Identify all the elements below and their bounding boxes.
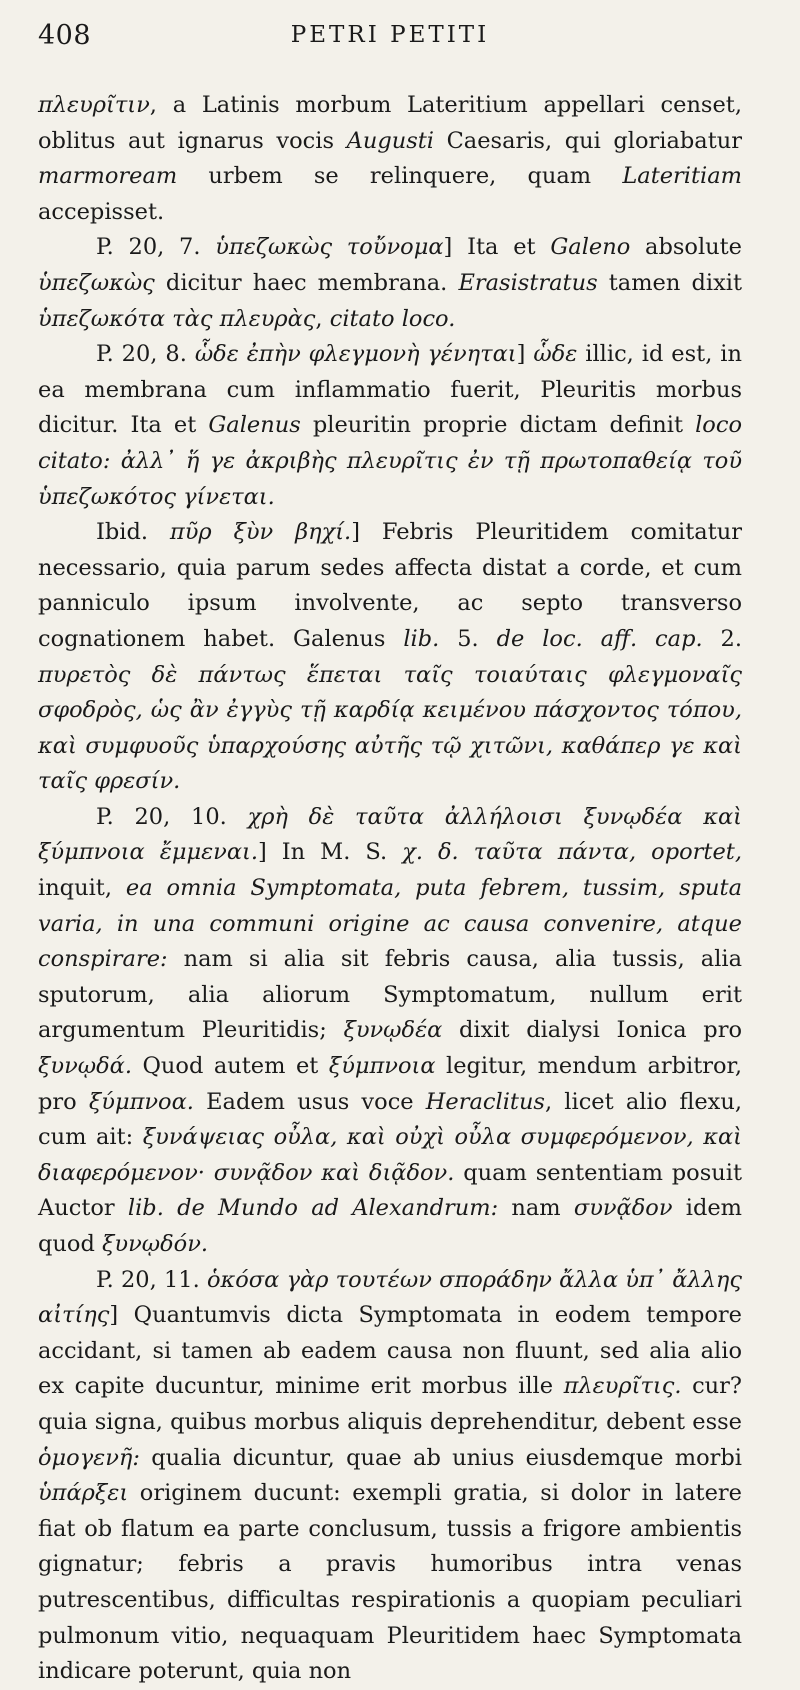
page-header <box>38 14 742 54</box>
italic-text: ξυνῳδόν. <box>102 1231 209 1257</box>
text-run: pleuritin proprie dictam definit <box>300 412 696 439</box>
paragraph <box>38 1263 742 1690</box>
italic-text: Heraclitus <box>425 1088 545 1115</box>
paragraph <box>38 230 742 337</box>
text-run: P. 20, 10. <box>96 803 248 830</box>
text-run: ] Febris Pleuritidem comitatur necessario, quia parum sedes affecta distat a corde, et cum panniculo ipsum involvente, ac septo transverso cognationem habet. Galenus <box>38 519 742 652</box>
italic-text: Lateritiam <box>622 163 742 190</box>
italic-text: συνᾷδον <box>573 1195 673 1222</box>
italic-text: ὁκόσα γὰρ τουτέων σποράδην ἄλλα ὑπ᾽ ἄλλης αἰτίης <box>38 1266 742 1329</box>
italic-text: ξυνάψειας οὖλα, καὶ οὐχὶ οὖλα συμφερόμενον, καὶ διαφερόμενον· συνᾷδον καὶ διᾷδον. <box>38 1124 743 1186</box>
italic-text: πλευρῖτις. <box>563 1373 682 1400</box>
text-run: inquit, <box>38 875 126 902</box>
text-run: nam <box>498 1195 574 1222</box>
italic-text: de loc. aff. cap. <box>496 625 703 652</box>
text-body <box>38 88 742 1690</box>
italic-text: ξυνῳδέα <box>343 1017 443 1044</box>
paragraph <box>38 515 742 800</box>
text-run: ] <box>516 341 534 368</box>
text-run: qualia dicuntur, quae ab unius eiusdemque morbi <box>139 1444 742 1471</box>
text-run: , <box>315 305 330 332</box>
paragraph <box>38 88 742 230</box>
text-run: 2. <box>702 625 742 652</box>
text-run: ] Ita et <box>443 234 551 261</box>
text-run: 5. <box>439 625 497 652</box>
text-run: accepisset. <box>38 198 165 225</box>
italic-text: ὑπάρξει <box>38 1480 129 1507</box>
italic-text: citato loco. <box>329 305 456 332</box>
text-run: absolute <box>630 234 742 261</box>
italic-text: ξύμπνοια <box>328 1053 436 1080</box>
italic-text: ὑπεζωκότα τὰς πλευρὰς <box>38 305 316 332</box>
text-run: nam si alia sit febris causa, alia tussis, alia sputorum, alia aliorum Symptomatum, nullum erit argumentum Pleuritidis; <box>38 946 742 1044</box>
running-head: PETRI PETITI <box>290 22 490 48</box>
text-run: quam sententiam posuit Auctor <box>38 1159 743 1222</box>
text-run: P. 20, 11. <box>96 1266 207 1293</box>
italic-text: marmoream <box>38 163 178 190</box>
italic-text: πλευρῖτιν <box>38 92 150 118</box>
text-run: idem quod <box>38 1195 742 1257</box>
text-run: Caesaris, qui gloriabatur <box>434 127 742 154</box>
text-run: dixit dialysi Ionica pro <box>442 1017 742 1044</box>
text-run: P. 20, 7. <box>96 234 216 261</box>
paragraph <box>38 337 742 515</box>
italic-text: ξυνῳδά. <box>38 1053 132 1080</box>
italic-text: loco citato: ἀλλ᾽ ἥ γε ἀκριβὴς πλευρῖτις ἐν τῇ πρωτοπαθείᾳ τοῦ ὑπεζωκότος γίνεται. <box>38 412 742 510</box>
italic-text: Galenus <box>208 412 301 439</box>
text-run: Quod autem et <box>132 1053 329 1080</box>
text-run: ] Quantumvis dicta Symptomata in eodem tempore accidant, si tamen ab eadem causa non fluunt, sed alia alio ex capite ducuntur, minime erit morbus ille <box>38 1302 742 1400</box>
text-run: legitur, mendum arbitror, pro <box>38 1053 742 1115</box>
page-number: 408 <box>38 20 92 51</box>
italic-text: ξύμπνοα. <box>88 1088 194 1115</box>
italic-text: lib. de Mundo ad Alexandrum: <box>127 1195 499 1222</box>
italic-text: πυρετὸς δὲ πάντως ἕπεται ταῖς τοιαύταις φλεγμοναῖς σφοδρὸς, ὡς ἂν ἐγγὺς τῇ καρδίᾳ κειμένου πάσχοντος τόπου, καὶ συμφυοῦς ὑπαρχούσης αὐτῆς τῷ χιτῶνι, καθάπερ γε καὶ ταῖς φρεσίν. <box>38 661 742 795</box>
italic-text: ea omnia Symptomata, puta febrem, tussim, sputa varia, in una communi origine ac causa convenire, atque conspirare: <box>38 875 742 973</box>
italic-text: χ. δ. ταῦτα πάντα, oportet, <box>402 839 742 866</box>
text-run: illic, id est, in ea membrana cum inflammatio fuerit, Pleuritis morbus dicitur. Ita et <box>38 341 742 439</box>
italic-text: lib. <box>403 625 440 652</box>
text-run: originem ducunt: exempli gratia, si dolor in latere fiat ob flatum ea parte conclusum, tussis a frigore ambientis gignatur; febris a pravis humoribus intra venas putrescentibus, difficultas respirationis a quopiam peculiari pulmonum vitio, nequaquam Pleuritidem haec Symptomata indicare poterunt, quia non <box>38 1480 742 1685</box>
italic-text: ὧδε ἐπὴν φλεγμονὴ γένηται <box>194 341 517 368</box>
italic-text: χρὴ δὲ ταῦτα ἀλλήλοισι ξυνῳδέα καὶ ξύμπνοια ἔμμεναι. <box>38 803 742 866</box>
italic-text: Erasistratus <box>458 269 598 296</box>
italic-text: ὑπεζωκὼς <box>38 269 155 296</box>
text-run: P. 20, 8. <box>96 341 195 368</box>
text-run: cur? quia signa, quibus morbus aliquis deprehenditur, debent esse <box>38 1373 742 1435</box>
text-run: , a Latinis morbum Lateritium appellari censet, oblitus aut ignarus vocis <box>38 92 742 154</box>
text-run: Ibid. <box>96 519 170 546</box>
italic-text: ὧδε <box>533 341 578 368</box>
italic-text: Augusti <box>346 127 434 154</box>
text-run: tamen dixit <box>597 269 743 296</box>
italic-text: ὁμογενῆ: <box>38 1444 140 1471</box>
italic-text: πῦρ ξὺν βηχί. <box>169 519 352 546</box>
italic-text: ὑπεζωκὼς τοὔνομα <box>215 234 444 261</box>
text-run: urbem se relinquere, quam <box>177 163 623 190</box>
text-run: ] In M. S. <box>257 839 403 866</box>
text-run: Eadem usus voce <box>193 1088 426 1115</box>
paragraph <box>38 800 742 1263</box>
italic-text: Galeno <box>550 234 631 261</box>
text-run: dicitur haec membrana. <box>154 269 459 296</box>
text-run: , licet alio flexu, cum ait: <box>38 1088 743 1151</box>
